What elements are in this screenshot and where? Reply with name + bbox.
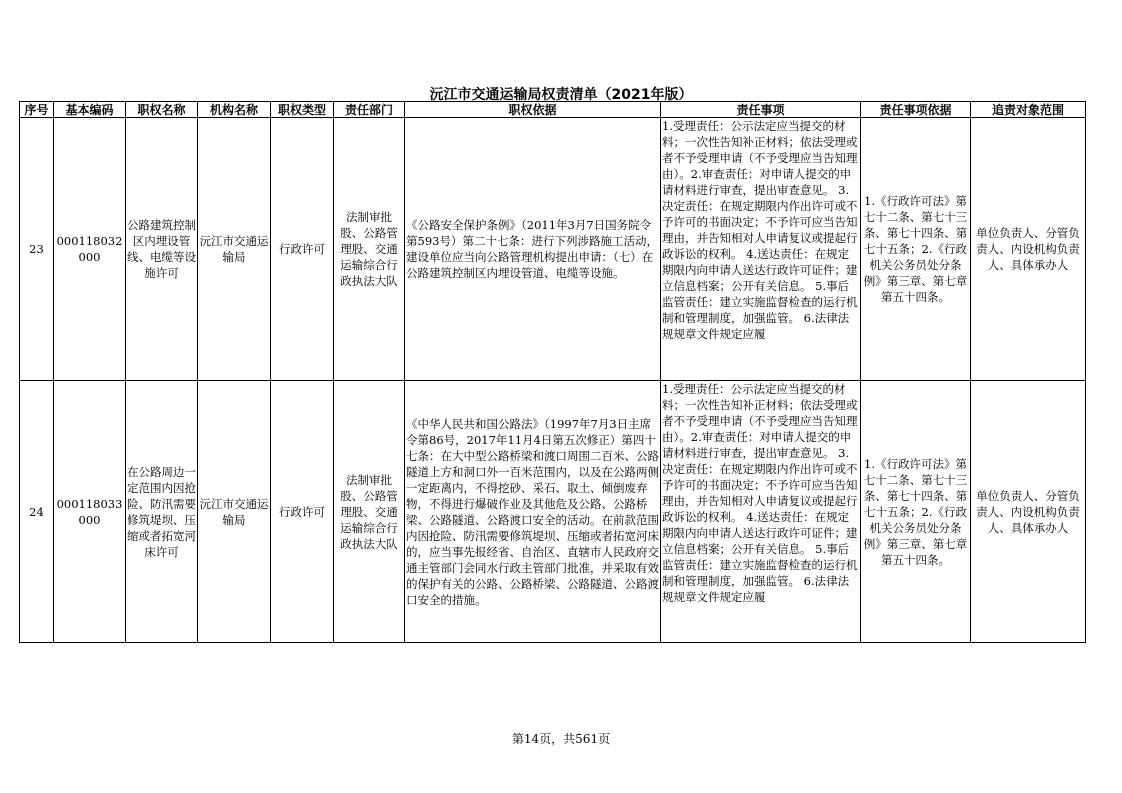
header-code: 基本编码 — [54, 102, 126, 118]
table-row — [20, 118, 1086, 381]
row-dept: 法制审批股、公路管理股、交通运输综合行政执法大队 — [334, 118, 405, 381]
header-no: 序号 — [20, 102, 54, 118]
header-items-basis: 责任事项依据 — [861, 102, 971, 118]
table-header-row — [20, 102, 1086, 118]
row-scope: 单位负责人、分管负责人、内设机构负责人、具体承办人 — [971, 381, 1086, 643]
row-type: 行政许可 — [271, 118, 334, 381]
row-no: 24 — [20, 381, 54, 643]
row-org: 沅江市交通运输局 — [198, 381, 271, 643]
page-number: 第14页，共561页 — [511, 732, 611, 746]
row-basis: 《公路安全保护条例》（2011年3月7日国务院令第593号）第二十七条：进行下列涉路施工活动，建设单位应当向公路管理机构提出申请：（七）在公路建筑控制区内埋设管道、电缆等设施。 — [405, 118, 661, 381]
row-items-basis: 1.《行政许可法》第七十二条、第七十三条、第七十四条、第七十五条；2.《行政机关公务员处分条例》第三章、第七章第五十四条。 — [861, 381, 971, 643]
row-code: 000118033000 — [54, 381, 126, 643]
responsibility-table — [19, 101, 1086, 643]
header-dept: 责任部门 — [334, 102, 405, 118]
row-name: 在公路周边一定范围内因抢险、防汛需要修筑堤坝、压缩或者拓宽河床许可 — [126, 381, 198, 643]
row-items: 1.受理责任：公示法定应当提交的材料；一次性告知补正材料；依法受理或者不予受理申请（不予受理应当告知理由）。2.审查责任：对申请人提交的申请材料进行审查，提出审查意见。 3.决定责任：在规定期限内作出许可或不予许可的书面决定；不予许可应当告知理由，并告知相对人申请复议或提起行政诉讼的权利。 4.送达责任：在规定期限内向申请人送达行政许可证件；建立信息档案；公开有关信息。 5.事后监管责任：建立实施监督检查的运行机制和管理制度，加强监管。 6.法律法规规章文件规定应履 — [662, 119, 858, 341]
header-name: 职权名称 — [126, 102, 198, 118]
header-type: 职权类型 — [271, 102, 334, 118]
row-code: 000118032000 — [54, 118, 126, 381]
row-basis: 《中华人民共和国公路法》（1997年7月3日主席令第86号，2017年11月4日第五次修正）第四十七条：在大中型公路桥梁和渡口周围二百米、公路隧道上方和洞口外一百米范围内，以及在公路两侧一定距离内，不得挖砂、采石、取土、倾倒废弃物，不得进行爆破作业及其他危及公路、公路桥梁、公路隧道、公路渡口安全的活动。在前款范围内因抢险、防汛需要修筑堤坝、压缩或者拓宽河床的，应当事先报经省、自治区、直辖市人民政府交通主管部门会同水行政主管部门批准，并采取有效的保护有关的公路、公路桥梁、公路隧道、公路渡口安全的措施。 — [405, 381, 661, 643]
table-row — [20, 381, 1086, 643]
row-name: 公路建筑控制区内埋设管线、电缆等设施许可 — [126, 118, 198, 381]
row-items-cell — [661, 381, 861, 643]
row-scope: 单位负责人、分管负责人、内设机构负责人、具体承办人 — [971, 118, 1086, 381]
header-basis: 职权依据 — [405, 102, 661, 118]
header-scope: 追责对象范围 — [971, 102, 1086, 118]
row-org: 沅江市交通运输局 — [198, 118, 271, 381]
header-org: 机构名称 — [198, 102, 271, 118]
row-no: 23 — [20, 118, 54, 381]
row-dept: 法制审批股、公路管理股、交通运输综合行政执法大队 — [334, 381, 405, 643]
document-title: 沅江市交通运输局权责清单（2021年版） — [429, 87, 693, 103]
row-type: 行政许可 — [271, 381, 334, 643]
row-items: 1.受理责任：公示法定应当提交的材料；一次性告知补正材料；依法受理或者不予受理申请（不予受理应当告知理由）。2.审查责任：对申请人提交的申请材料进行审查，提出审查意见。 3.决定责任：在规定期限内作出许可或不予许可的书面决定；不予许可应当告知理由，并告知相对人申请复议或提起行政诉讼的权利。 4.送达责任：在规定期限内向申请人送达行政许可证件；建立信息档案；公开有关信息。 5.事后监管责任：建立实施监督检查的运行机制和管理制度，加强监管。 6.法律法规规章文件规定应履 — [662, 382, 858, 604]
row-items-cell — [661, 118, 861, 381]
header-items: 责任事项 — [661, 102, 861, 118]
row-items-basis: 1.《行政许可法》第七十二条、第七十三条、第七十四条、第七十五条；2.《行政机关公务员处分条例》第三章、第七章第五十四条。 — [861, 118, 971, 381]
